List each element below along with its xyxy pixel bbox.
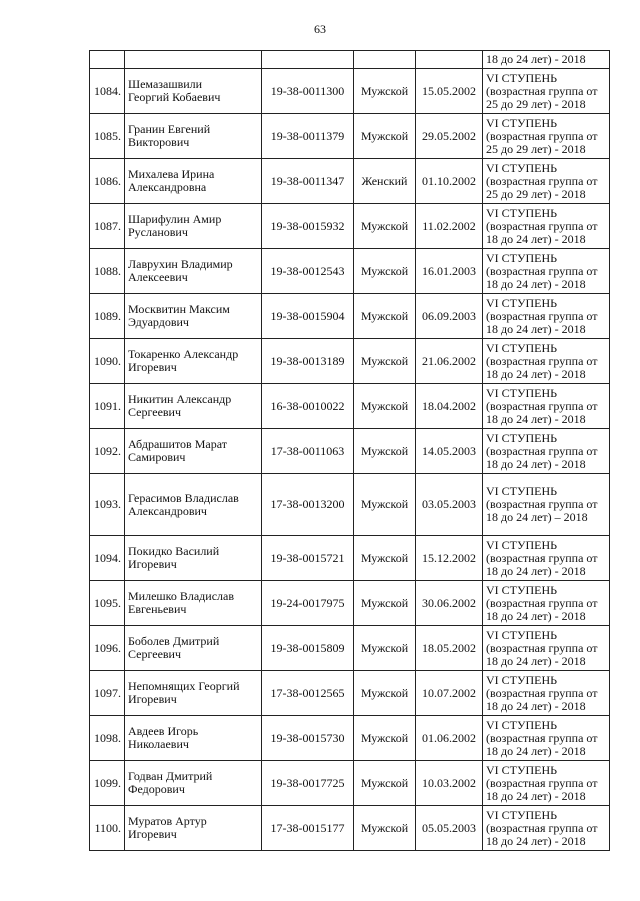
cell-gender: Мужской bbox=[354, 581, 416, 626]
cell-badge-level bbox=[483, 429, 610, 474]
badge-level-line: (возрастная группа от bbox=[486, 308, 598, 323]
cell-badge-level bbox=[483, 474, 610, 536]
name-line: Эдуардович bbox=[128, 315, 189, 329]
badge-level-line: VI СТУПЕНЬ bbox=[486, 807, 558, 822]
cell-full-name bbox=[125, 806, 262, 851]
cell-uin: 19-38-0015904 bbox=[262, 294, 354, 339]
cell-gender: Мужской bbox=[354, 716, 416, 761]
cell-number: 1093. bbox=[90, 474, 125, 536]
cell-gender: Мужской bbox=[354, 626, 416, 671]
badge-level-line: 18 до 24 лет) - 2018 bbox=[486, 698, 586, 713]
cell-gender: Мужской bbox=[354, 474, 416, 536]
cell-number: 1097. bbox=[90, 671, 125, 716]
badge-level-line: VI СТУПЕНЬ bbox=[486, 250, 558, 265]
cell-full-name bbox=[125, 51, 262, 69]
cell-birth-date: 21.06.2002 bbox=[416, 339, 483, 384]
table-row-continued bbox=[90, 51, 610, 69]
cell-full-name bbox=[125, 294, 262, 339]
cell-gender: Мужской bbox=[354, 429, 416, 474]
cell-number: 1084. bbox=[90, 69, 125, 114]
badge-level-line: 18 до 24 лет) - 2018 bbox=[486, 788, 586, 803]
cell-badge-level bbox=[483, 384, 610, 429]
badge-level-line: (возрастная группа от bbox=[486, 685, 598, 700]
badge-level-line: (возрастная группа от bbox=[486, 640, 598, 655]
badge-level-line: (возрастная группа от bbox=[486, 730, 598, 745]
badge-level-line: (возрастная группа от bbox=[486, 263, 598, 278]
cell-badge-level bbox=[483, 536, 610, 581]
cell-uin: 19-38-0015730 bbox=[262, 716, 354, 761]
name-line: Игоревич bbox=[128, 557, 177, 571]
cell-number: 1096. bbox=[90, 626, 125, 671]
cell-birth-date: 01.10.2002 bbox=[416, 159, 483, 204]
cell-birth-date bbox=[416, 51, 483, 69]
name-line: Игоревич bbox=[128, 692, 177, 706]
badge-level-line: 25 до 29 лет) - 2018 bbox=[486, 96, 586, 111]
cell-number bbox=[90, 51, 125, 69]
name-line: Боболев Дмитрий bbox=[128, 634, 220, 648]
table-row bbox=[90, 384, 610, 429]
badge-level-line: VI СТУПЕНЬ bbox=[486, 295, 558, 310]
cell-full-name bbox=[125, 204, 262, 249]
badge-level-line: 18 до 24 лет) - 2018 bbox=[486, 563, 586, 578]
badge-level-line: VI СТУПЕНЬ bbox=[486, 385, 558, 400]
badge-level-line: 18 до 24 лет) - 2018 bbox=[486, 608, 586, 623]
badge-level-line: (возрастная группа от bbox=[486, 550, 598, 565]
cell-full-name bbox=[125, 536, 262, 581]
badge-level-line: 18 до 24 лет) - 2018 bbox=[486, 653, 586, 668]
cell-gender: Мужской bbox=[354, 249, 416, 294]
badge-level-line: VI СТУПЕНЬ bbox=[486, 430, 558, 445]
cell-uin: 19-38-0015809 bbox=[262, 626, 354, 671]
badge-level-line: VI СТУПЕНЬ bbox=[486, 484, 558, 498]
name-line: Гранин Евгений bbox=[128, 122, 211, 136]
name-line: Алексеевич bbox=[128, 270, 188, 284]
badge-level-line: 18 до 24 лет) - 2018 bbox=[486, 411, 586, 426]
badge-level-line: 18 до 24 лет) - 2018 bbox=[486, 276, 586, 291]
badge-level-line: 18 до 24 лет) - 2018 bbox=[486, 743, 586, 758]
badge-level-line: (возрастная группа от bbox=[486, 443, 598, 458]
name-line: Авдеев Игорь bbox=[128, 724, 199, 738]
table-row bbox=[90, 339, 610, 384]
cell-birth-date: 16.01.2003 bbox=[416, 249, 483, 294]
name-line: Милешко Владислав bbox=[128, 589, 235, 603]
table-row bbox=[90, 761, 610, 806]
cell-birth-date: 06.09.2003 bbox=[416, 294, 483, 339]
cell-birth-date: 10.03.2002 bbox=[416, 761, 483, 806]
cell-badge-level bbox=[483, 159, 610, 204]
name-line: Николаевич bbox=[128, 737, 189, 751]
cell-number: 1085. bbox=[90, 114, 125, 159]
cell-badge-level bbox=[483, 626, 610, 671]
cell-gender: Мужской bbox=[354, 536, 416, 581]
badge-level-line: VI СТУПЕНЬ bbox=[486, 672, 558, 687]
table-row bbox=[90, 249, 610, 294]
cell-uin: 19-38-0011300 bbox=[262, 69, 354, 114]
badge-level-line: VI СТУПЕНЬ bbox=[486, 582, 558, 597]
cell-birth-date: 01.06.2002 bbox=[416, 716, 483, 761]
badge-level-line: VI СТУПЕНЬ bbox=[486, 160, 558, 175]
cell-uin: 17-38-0013200 bbox=[262, 474, 354, 536]
cell-badge-level bbox=[483, 114, 610, 159]
badge-level-line: 18 до 24 лет) - 2018 bbox=[486, 456, 586, 471]
cell-gender: Мужской bbox=[354, 761, 416, 806]
registry-table-body bbox=[90, 51, 610, 851]
cell-full-name bbox=[125, 429, 262, 474]
badge-level-line: VI СТУПЕНЬ bbox=[486, 205, 558, 220]
name-line: Александровна bbox=[128, 180, 207, 194]
cell-number: 1091. bbox=[90, 384, 125, 429]
badge-level-line: (возрастная группа от bbox=[486, 775, 598, 790]
badge-level-line: 18 до 24 лет) – 2018 bbox=[486, 510, 588, 524]
table-row bbox=[90, 429, 610, 474]
cell-gender: Мужской bbox=[354, 114, 416, 159]
table-row bbox=[90, 159, 610, 204]
badge-level-line: 25 до 29 лет) - 2018 bbox=[486, 141, 586, 156]
name-line: Сергеевич bbox=[128, 405, 182, 419]
cell-badge-level bbox=[483, 294, 610, 339]
cell-badge-level bbox=[483, 806, 610, 851]
cell-uin: 19-38-0015932 bbox=[262, 204, 354, 249]
table-row bbox=[90, 716, 610, 761]
page-number: 63 bbox=[314, 22, 326, 36]
badge-level-line: (возрастная группа от bbox=[486, 820, 598, 835]
cell-badge-level bbox=[483, 51, 610, 69]
cell-birth-date: 18.04.2002 bbox=[416, 384, 483, 429]
cell-badge-level bbox=[483, 761, 610, 806]
badge-level-line: (возрастная группа от bbox=[486, 128, 598, 143]
cell-badge-level bbox=[483, 581, 610, 626]
table-row bbox=[90, 474, 610, 536]
cell-uin: 17-38-0015177 bbox=[262, 806, 354, 851]
cell-gender: Мужской bbox=[354, 69, 416, 114]
name-line: Лаврухин Владимир bbox=[128, 257, 233, 271]
name-line: Самирович bbox=[128, 450, 186, 464]
badge-level-line: 18 до 24 лет) - 2018 bbox=[486, 52, 586, 66]
badge-level-line: VI СТУПЕНЬ bbox=[486, 717, 558, 732]
cell-number: 1099. bbox=[90, 761, 125, 806]
badge-level-line: VI СТУПЕНЬ bbox=[486, 70, 558, 85]
cell-uin: 19-38-0017725 bbox=[262, 761, 354, 806]
cell-birth-date: 29.05.2002 bbox=[416, 114, 483, 159]
badge-level-line: 18 до 24 лет) - 2018 bbox=[486, 321, 586, 336]
cell-full-name bbox=[125, 761, 262, 806]
cell-birth-date: 03.05.2003 bbox=[416, 474, 483, 536]
cell-gender: Мужской bbox=[354, 294, 416, 339]
cell-gender: Мужской bbox=[354, 806, 416, 851]
badge-level-line: VI СТУПЕНЬ bbox=[486, 115, 558, 130]
name-line: Евгеньевич bbox=[128, 602, 187, 616]
table-row bbox=[90, 204, 610, 249]
name-line: Непомнящих Георгий bbox=[128, 679, 240, 693]
badge-level-line: (возрастная группа от bbox=[486, 173, 598, 188]
cell-birth-date: 11.02.2002 bbox=[416, 204, 483, 249]
cell-gender: Мужской bbox=[354, 204, 416, 249]
cell-uin: 16-38-0010022 bbox=[262, 384, 354, 429]
cell-uin: 19-38-0013189 bbox=[262, 339, 354, 384]
badge-level-line: (возрастная группа от bbox=[486, 398, 598, 413]
cell-birth-date: 10.07.2002 bbox=[416, 671, 483, 716]
cell-full-name bbox=[125, 249, 262, 294]
name-line: Годван Дмитрий bbox=[128, 769, 213, 783]
badge-level-line: VI СТУПЕНЬ bbox=[486, 762, 558, 777]
name-line: Георгий Кобаевич bbox=[128, 90, 221, 104]
cell-uin: 19-24-0017975 bbox=[262, 581, 354, 626]
badge-level-line: 18 до 24 лет) - 2018 bbox=[486, 833, 586, 848]
table-row bbox=[90, 294, 610, 339]
badge-level-line: (возрастная группа от bbox=[486, 497, 598, 511]
cell-number: 1095. bbox=[90, 581, 125, 626]
cell-birth-date: 15.05.2002 bbox=[416, 69, 483, 114]
name-line: Москвитин Максим bbox=[128, 302, 230, 316]
name-line: Никитин Александр bbox=[128, 392, 232, 406]
cell-number: 1086. bbox=[90, 159, 125, 204]
table-row bbox=[90, 626, 610, 671]
cell-full-name bbox=[125, 114, 262, 159]
cell-full-name bbox=[125, 474, 262, 536]
cell-uin: 19-38-0011347 bbox=[262, 159, 354, 204]
cell-full-name bbox=[125, 69, 262, 114]
table-row bbox=[90, 671, 610, 716]
cell-gender: Мужской bbox=[354, 339, 416, 384]
cell-birth-date: 15.12.2002 bbox=[416, 536, 483, 581]
cell-badge-level bbox=[483, 204, 610, 249]
cell-badge-level bbox=[483, 69, 610, 114]
cell-birth-date: 18.05.2002 bbox=[416, 626, 483, 671]
cell-birth-date: 30.06.2002 bbox=[416, 581, 483, 626]
cell-birth-date: 14.05.2003 bbox=[416, 429, 483, 474]
name-line: Муратов Артур bbox=[128, 814, 207, 828]
cell-number: 1100. bbox=[90, 806, 125, 851]
name-line: Викторович bbox=[128, 135, 190, 149]
name-line: Герасимов Владислав bbox=[128, 490, 239, 505]
cell-uin: 19-38-0015721 bbox=[262, 536, 354, 581]
badge-level-line: VI СТУПЕНЬ bbox=[486, 537, 558, 552]
name-line: Абдрашитов Марат bbox=[128, 437, 227, 451]
table-row bbox=[90, 581, 610, 626]
cell-gender bbox=[354, 51, 416, 69]
cell-full-name bbox=[125, 581, 262, 626]
name-line: Михалева Ирина bbox=[128, 167, 215, 181]
table-row bbox=[90, 114, 610, 159]
name-line: Сергеевич bbox=[128, 647, 182, 661]
badge-level-line: (возрастная группа от bbox=[486, 595, 598, 610]
cell-full-name bbox=[125, 339, 262, 384]
cell-birth-date: 05.05.2003 bbox=[416, 806, 483, 851]
cell-full-name bbox=[125, 716, 262, 761]
name-line: Шарифулин Амир bbox=[128, 212, 222, 226]
table-row bbox=[90, 806, 610, 851]
badge-level-line: 18 до 24 лет) - 2018 bbox=[486, 366, 586, 381]
cell-full-name bbox=[125, 626, 262, 671]
badge-level-line: (возрастная группа от bbox=[486, 83, 598, 98]
cell-badge-level bbox=[483, 671, 610, 716]
cell-badge-level bbox=[483, 249, 610, 294]
table-row bbox=[90, 69, 610, 114]
cell-number: 1098. bbox=[90, 716, 125, 761]
cell-gender: Мужской bbox=[354, 384, 416, 429]
cell-badge-level bbox=[483, 716, 610, 761]
cell-uin: 19-38-0012543 bbox=[262, 249, 354, 294]
name-line: Александрович bbox=[128, 503, 207, 518]
cell-full-name bbox=[125, 159, 262, 204]
cell-full-name bbox=[125, 671, 262, 716]
badge-level-line: 25 до 29 лет) - 2018 bbox=[486, 186, 586, 201]
badge-level-line: (возрастная группа от bbox=[486, 353, 598, 368]
name-line: Федорович bbox=[128, 782, 185, 796]
registry-table bbox=[89, 50, 610, 851]
cell-number: 1090. bbox=[90, 339, 125, 384]
badge-level-line: 18 до 24 лет) - 2018 bbox=[486, 231, 586, 246]
name-line: Шемазашвили bbox=[128, 77, 203, 91]
name-line: Токаренко Александр bbox=[128, 347, 239, 361]
table-row bbox=[90, 536, 610, 581]
cell-gender: Женский bbox=[354, 159, 416, 204]
badge-level-line: VI СТУПЕНЬ bbox=[486, 627, 558, 642]
cell-number: 1089. bbox=[90, 294, 125, 339]
name-line: Игоревич bbox=[128, 827, 177, 841]
cell-number: 1087. bbox=[90, 204, 125, 249]
name-line: Русланович bbox=[128, 225, 188, 239]
cell-uin bbox=[262, 51, 354, 69]
cell-number: 1088. bbox=[90, 249, 125, 294]
cell-number: 1092. bbox=[90, 429, 125, 474]
cell-uin: 19-38-0011379 bbox=[262, 114, 354, 159]
cell-badge-level bbox=[483, 339, 610, 384]
name-line: Игоревич bbox=[128, 360, 177, 374]
badge-level-line: (возрастная группа от bbox=[486, 218, 598, 233]
cell-uin: 17-38-0012565 bbox=[262, 671, 354, 716]
cell-number: 1094. bbox=[90, 536, 125, 581]
badge-level-line: VI СТУПЕНЬ bbox=[486, 340, 558, 355]
cell-uin: 17-38-0011063 bbox=[262, 429, 354, 474]
name-line: Покидко Василий bbox=[128, 544, 220, 558]
cell-gender: Мужской bbox=[354, 671, 416, 716]
cell-full-name bbox=[125, 384, 262, 429]
